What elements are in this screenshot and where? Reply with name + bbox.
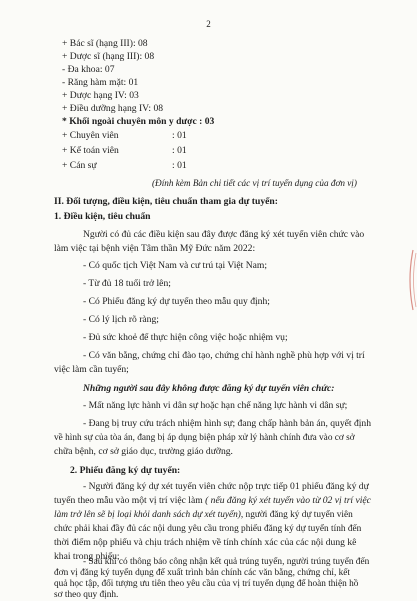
form-line-text: , người đăng ký dự tuyển viên [240, 510, 353, 520]
exclusion-line: chữa bệnh, cơ sở giáo dục, trường giáo dưỡng. [54, 446, 233, 457]
non-medical-value: : 01 [172, 145, 187, 156]
staff-item: + Dược hạng IV: 03 [62, 90, 139, 101]
section-2-title: 2. Phiếu đăng ký dự tuyển: [70, 465, 181, 476]
condition-item: - Có Phiếu đăng ký dự tuyển theo mẫu quy định; [83, 296, 270, 307]
staff-item: + Dược sĩ (hạng III): 08 [62, 51, 155, 62]
intro-line: làm việc tại bệnh viện Tâm thần Mỹ Đức năm 2022: [54, 243, 256, 254]
non-medical-value: : 01 [172, 160, 187, 171]
degree-line: - Có văn bằng, chứng chỉ đào tạo, chứng chỉ hành nghề phù hợp với vị trí [83, 350, 365, 361]
non-medical-heading: * Khối ngoài chuyên môn y dược : 03 [62, 116, 215, 127]
section-1-title: 1. Điều kiện, tiêu chuẩn [54, 211, 151, 222]
staff-item: - Đa khoa: 07 [62, 64, 115, 75]
exclusion-line: về hình sự của tòa án, đang bị áp dụng biện pháp xử lý hành chính đưa vào cơ sở [54, 433, 355, 443]
form-line [54, 509, 353, 521]
attachment-note: (Đính kèm Bản chi tiết các vị trí tuyển dụng của đơn vị) [152, 178, 357, 188]
non-medical-label: + Chuyên viên [62, 130, 119, 141]
form-line-italic: ( nếu đăng ký xét tuyển vào từ 02 vị trí việc [205, 495, 371, 506]
condition-item: - Có lý lịch rõ ràng; [83, 314, 159, 325]
form-line: chức phải khai đầy đủ các nội dung yêu cầu trong phiếu đăng ký dự tuyển tính đến [54, 524, 362, 534]
form-line: - Người đăng ký dự xét tuyển viên chức nộp trực tiếp 01 phiếu đăng ký dự [83, 481, 369, 492]
red-stamp-fragment [403, 245, 417, 315]
form-line: khai trong phiếu; [54, 551, 120, 562]
form-line-italic: làm trở lên sẽ bị loại khỏi danh sách dự xét tuyển) [54, 510, 241, 520]
non-medical-value: : 01 [172, 130, 187, 141]
non-medical-label: + Cán sự [62, 160, 97, 171]
page-number: 2 [206, 19, 211, 29]
staff-item: - Răng hàm mặt: 01 [62, 77, 139, 88]
section-ii-title: II. Đối tượng, điều kiện, tiêu chuẩn tham gia dự tuyển: [54, 196, 278, 207]
final-line: đơn vị đăng ký tuyển dụng để xuất trình bản chính các văn bằng, chứng chỉ, kết [54, 568, 351, 578]
exclusion-title: Những người sau đây không được đăng ký dự tuyển viên chức: [83, 383, 335, 394]
final-line: quả học tập, đối tượng ưu tiên theo yêu cầu của vị trí tuyển dụng để hoàn thiện hồ [54, 579, 359, 589]
final-line: - Sau khi có thông báo công nhận kết quả trúng tuyển, người trúng tuyển đến [83, 557, 370, 567]
intro-line: Người có đủ các điều kiện sau đây được đăng ký xét tuyển viên chức vào [83, 229, 365, 240]
form-line-text: tuyển theo mẫu vào một vị trí việc làm [54, 495, 206, 506]
degree-line: việc làm cần tuyển; [54, 364, 129, 375]
form-line [54, 495, 371, 507]
non-medical-label: + Kế toán viên [62, 145, 119, 156]
condition-item: - Đủ sức khoẻ để thực hiện công việc hoặc nhiệm vụ; [83, 332, 288, 343]
condition-item: - Có quốc tịch Việt Nam và cư trú tại Việt Nam; [83, 260, 268, 271]
condition-item: - Từ đủ 18 tuổi trở lên; [83, 278, 171, 289]
exclusion-line: - Đang bị truy cứu trách nhiệm hình sự; đang chấp hành bản án, quyết định [83, 418, 372, 429]
form-line: thời điểm nộp phiếu và chịu trách nhiệm về tính chính xác của các nội dung kê [54, 537, 357, 548]
staff-item: + Bác sĩ (hạng III): 08 [62, 38, 148, 49]
final-line: sơ theo quy định. [54, 590, 119, 600]
exclusion-line: - Mất năng lực hành vi dân sự hoặc hạn chế năng lực hành vi dân sự; [83, 400, 348, 411]
staff-item: + Điều dưỡng hạng IV: 08 [62, 103, 164, 114]
